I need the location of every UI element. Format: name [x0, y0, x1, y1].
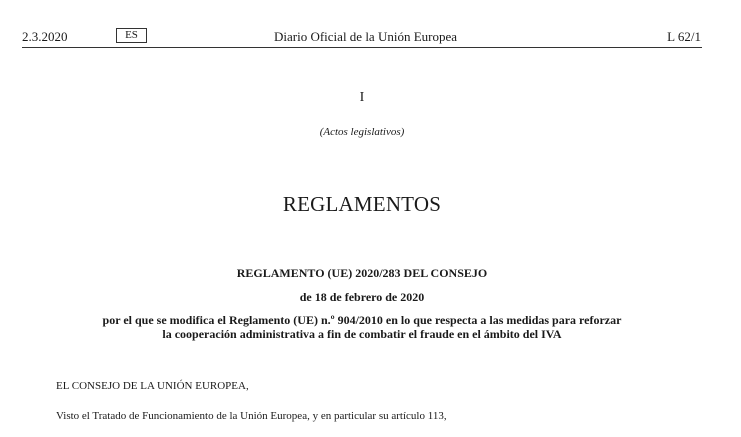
header-divider [22, 47, 702, 48]
enacting-authority: EL CONSEJO DE LA UNIÓN EUROPEA, [56, 380, 249, 392]
journal-title: Diario Oficial de la Unión Europea [274, 29, 458, 44]
language-badge: ES [116, 28, 147, 43]
page-reference: L 62/1 [667, 29, 701, 44]
citation-recital: Visto el Tratado de Funcionamiento de la Unión Europea, y en particular su artículo 113, [56, 410, 447, 422]
regulation-date: de 18 de febrero de 2020 [299, 290, 425, 304]
regulation-subject [0, 313, 724, 341]
series-note: (Actos legislativos) [319, 126, 405, 138]
journal-header [0, 0, 741, 48]
section-heading: REGLAMENTOS [282, 192, 442, 216]
regulation-subject-line: por el que se modifica el Reglamento (UE) n.º 904/2010 en lo que respecta a las medidas para reforzar [102, 313, 622, 327]
regulation-title: REGLAMENTO (UE) 2020/283 DEL CONSEJO [236, 266, 488, 280]
publication-date: 2.3.2020 [22, 29, 68, 44]
regulation-subject-line: la cooperación administrativa a fin de combatir el fraude en el ámbito del IVA [162, 327, 562, 341]
series-number: I [359, 90, 365, 105]
